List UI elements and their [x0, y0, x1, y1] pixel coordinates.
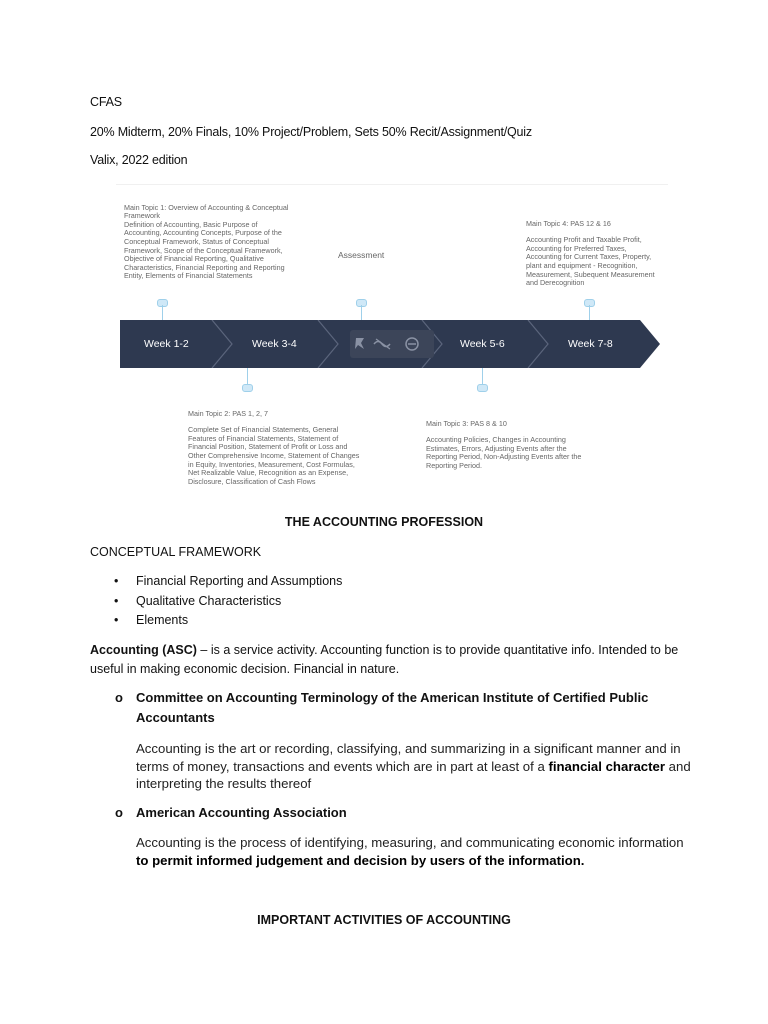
sub-paragraph: Accounting is the art or recording, classifying, and summarizing in a significant manner and in terms of money, transactions and events which are in part at least of a financial character and interpreting the results thereof — [136, 741, 691, 791]
sub-bullet-marker: o — [115, 805, 123, 820]
week-label: Week 3-4 — [252, 338, 297, 350]
pin-line — [482, 368, 483, 384]
section-title: IMPORTANT ACTIVITIES OF ACCOUNTING — [257, 913, 511, 927]
sub-heading: Committee on Accounting Terminology of the American Institute of Certified Public Accountants — [136, 690, 649, 725]
list-item: • Financial Reporting and Assumptions — [90, 574, 342, 594]
section-title: THE ACCOUNTING PROFESSION — [284, 515, 484, 529]
topic4-note: Main Topic 4: PAS 12 & 16 Accounting Profit and Taxable Profit, Accounting for Preferred Taxes, Accounting for Current Taxes, Property, plant and equipment - Recognition, Measurement, Subequent Measurement and Derecognition — [526, 218, 655, 288]
pin-line — [589, 305, 590, 321]
pin-dot — [477, 384, 488, 392]
sub-paragraph: Accounting is the process of identifying, measuring, and communicating economic information to permit informed judgement and decision by users of the information. — [136, 835, 684, 868]
definition-term: Accounting (ASC) — [90, 643, 197, 657]
pin-line — [361, 305, 362, 321]
topic3-note: Main Topic 3: PAS 8 & 10 Accounting Policies, Changes in Accounting Estimates, Errors, Adjusting Events after the Reporting Period, Non-Adjusting Events after the Reporting Period. — [426, 418, 582, 470]
list-item: • Qualitative Characteristics — [90, 594, 342, 614]
doc-title: CFAS — [90, 95, 122, 109]
topic1-note: Main Topic 1: Overview of Accounting & Conceptual Framework Definition of Accounting, Basic Purpose of Accounting, Accounting Concepts, Purpose of the Conceptual Framework, Status of Conceptual Framework, Scope of the Conceptual Framework, Objective of Financial Reporting, Qualitative Characteristics, Financial Reporting and Reporting Entity, Elements of Financial Statements — [124, 202, 289, 281]
pin-line — [162, 305, 163, 321]
edition-note: Valix, 2022 edition — [90, 153, 188, 167]
list-item: • Elements — [90, 613, 342, 633]
pin-line — [247, 368, 248, 384]
image-toolbar-icon — [352, 335, 430, 353]
grading-breakdown: 20% Midterm, 20% Finals, 10% Project/Problem, Sets 50% Recit/Assignment/Quiz — [90, 125, 532, 139]
section-heading: CONCEPTUAL FRAMEWORK — [90, 545, 262, 559]
week-label: Week 5-6 — [460, 338, 505, 350]
sub-heading: American Accounting Association — [136, 805, 347, 820]
topic2-note: Main Topic 2: PAS 1, 2, 7 Complete Set of Financial Statements, General Features of Financial Statements, Statement of Financial Position, Statement of Profit or Loss and Other Comprehensive Income, Statement of Changes in Equity, Inventories, Measurement, Cost Formulas, Net Realizable Value, Recognition as an Expense, Disclosure, Classification of Cash Flows — [188, 408, 360, 486]
pin-dot — [242, 384, 253, 392]
week-label: Week 7-8 — [568, 338, 613, 350]
week-label: Week 1-2 — [144, 338, 189, 350]
bullet-list — [90, 574, 342, 633]
sub-bullet-marker: o — [115, 690, 123, 705]
definition-paragraph: Accounting (ASC) – is a service activity. Accounting function is to provide quantitative info. Intended to be useful in making economic decision. Financial in nature. — [90, 643, 679, 676]
assessment-label: Assessment — [338, 250, 385, 260]
course-timeline — [116, 184, 668, 501]
